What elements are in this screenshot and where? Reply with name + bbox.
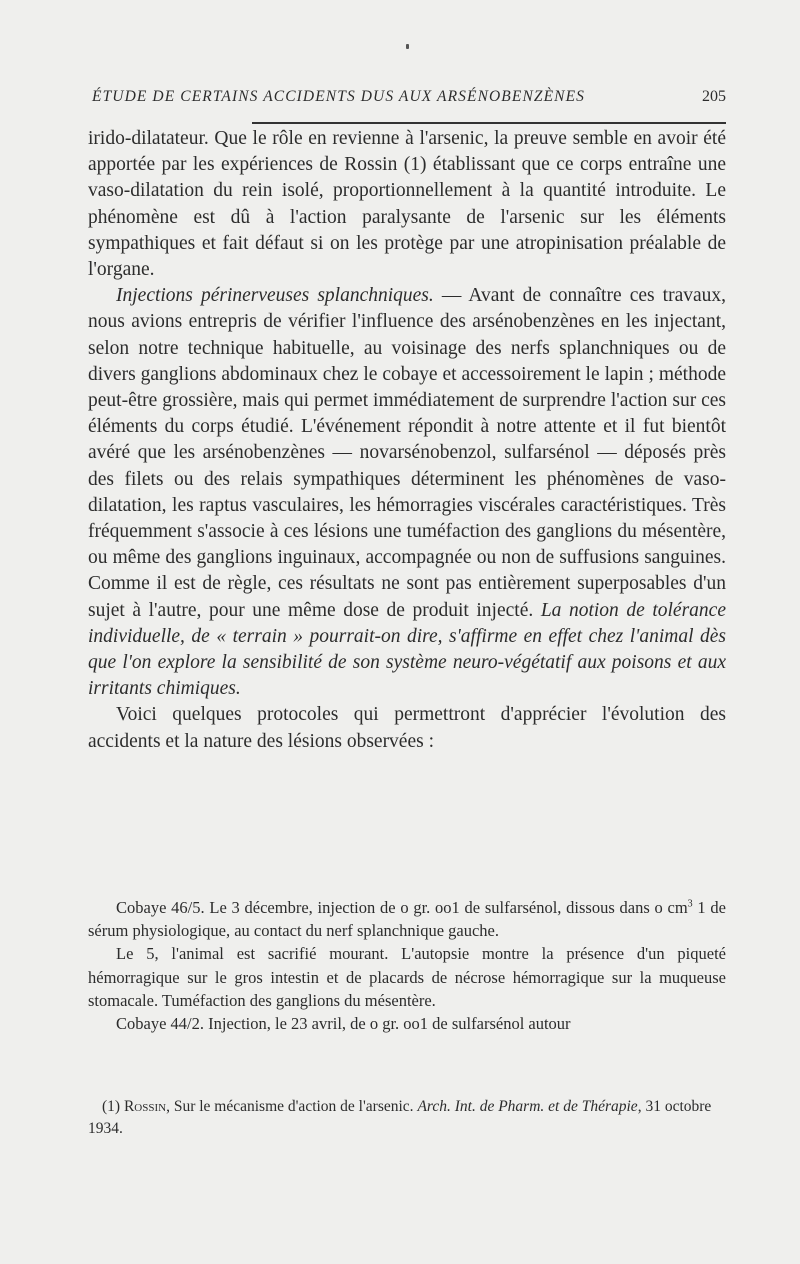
main-text [88,126,726,769]
running-title: ÉTUDE DE CERTAINS ACCIDENTS DUS AUX ARSÉNOBENZÈNES [92,88,586,105]
footnote-author: Rossin [123,1098,167,1115]
protocol-cobaye-46-5-result: Le 5, l'animal est sacrifié mourant. L'autopsie montre la présence d'un piqueté hémorragique sur le gros intestin et de placards de nécrose hémorragique sur la muqueuse stomacale. Tuméfaction des ganglions du mésentère. [88,944,726,1010]
protocols [88,896,726,1035]
paragraph-3: Voici quelques protocoles qui permettront d'apprécier l'évolution des accidents et la nature des lésions observées : [88,704,726,752]
protocol-cobaye-46-5 [88,896,726,942]
footnote-text: , Sur le mécanisme d'action de l'arsenic. [166,1098,418,1115]
paragraph-1: irido-dilatateur. Que le rôle en revienne à l'arsenic, la preuve semble en avoir été apportée par les expériences de Rossin (1) établissant que ce corps entraîne une vaso-dilatation du rein isolé, proportionnellement à la quantité introduite. Le phénomène est dû à l'action paralysante de l'arsenic sur les éléments sympathiques et fait défaut si on les protège par une atropinisation préalable de l'organe. [88,128,726,281]
paragraph-2-text: — Avant de connaître ces travaux, nous avions entrepris de vérifier l'influence des arsénobenzènes en les injectant, selon notre technique habituelle, au voisinage des nerfs splanchniques ou de divers ganglions abdominaux chez le cobaye et accessoirement le lapin ; méthode peut-être grossière, mais qui permet immédiatement de surprendre l'action sur ces éléments du corps étudié. L'événement répondit à notre attente et il fut bientôt avéré que les arsénobenzènes — novarsénobenzol, sulfarsénol — déposés près des filets ou des relais sympathiques déterminent les phénomènes de vaso-dilatation, les raptus vasculaires, les hémorragies viscérales caractéristiques. Très fréquemment s'associe à ces lésions une tuméfaction des ganglions du mésentère, ou même des ganglions inguinaux, accompagnée ou non de suffusions sanguines. Comme il est de règle, ces résultats ne sont pas entièrement superposables d'un sujet à l'autre, pour une même dose de produit injecté. [88,285,727,621]
header-rule [252,122,726,124]
running-header [92,88,726,106]
page-number: 205 [702,88,726,105]
paragraph-2 [88,283,726,702]
footnote-1 [88,1096,726,1140]
footnote-journal: Arch. Int. de Pharm. et de Thérapie [417,1098,638,1115]
ink-speck [406,44,409,49]
protocol-1-text-b: 1 de sérum physiologique, au contact du nerf splanchnique gauche. [88,898,727,941]
footnote [88,1096,726,1140]
footnote-marker: (1) [102,1098,124,1115]
footnote-date: , 31 octobre 1934. [88,1098,712,1137]
paragraph-2-italic: La notion de tolérance individuelle, de « terrain » pourrait-on dire, s'affirme en effet chez l'animal dès que l'on explore la sensibilité de son système neuro-végétatif aux poisons et aux irritants chimiques. [88,599,726,700]
superscript: 3 [687,898,693,910]
protocol-cobaye-44-2: Cobaye 44/2. Injection, le 23 avril, de o gr. oo1 de sulfarsénol autour [116,1014,571,1034]
section-heading: Injections périnerveuses splanchniques. [116,285,434,307]
protocol-1-text-a: Cobaye 46/5. Le 3 décembre, injection de o gr. oo1 de sulfarsénol, dissous dans o cm [116,898,688,917]
